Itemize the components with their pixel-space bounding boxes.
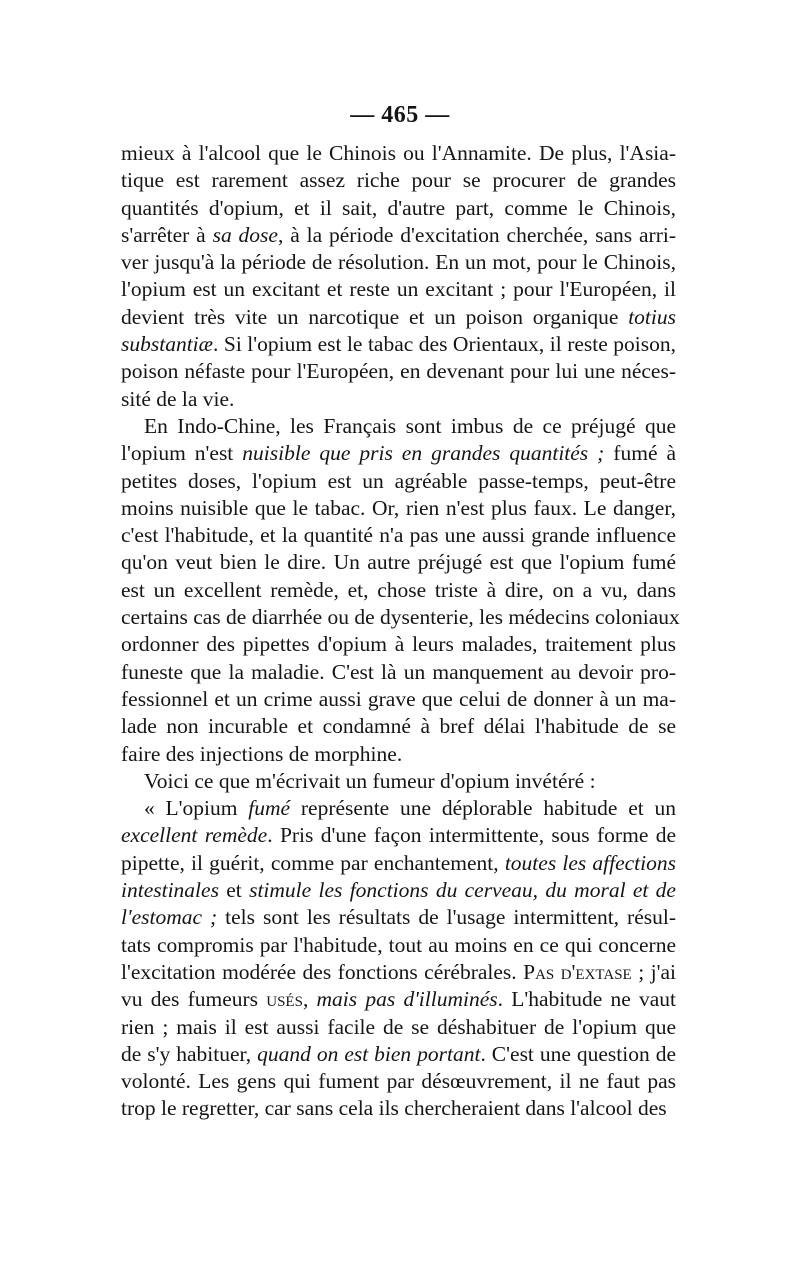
- text-line: [121, 468, 676, 495]
- text-segment: volonté. Les gens qui fument par désœuvrement, il ne faut pas: [121, 1069, 676, 1094]
- text-segment: . C'est une question de: [480, 1041, 676, 1066]
- text-segment: poison néfaste pour l'Européen, en devenant pour lui une néces-: [121, 359, 676, 384]
- text-line: [121, 1041, 676, 1068]
- text-segment: pipette, il guérit, comme par enchantement,: [121, 850, 505, 875]
- text-segment: fessionnel et un crime aussi grave que celui de donner à un ma-: [121, 686, 676, 711]
- text-segment: qu'on veut bien le dire. Un autre préjugé est que l'opium fumé: [121, 550, 676, 575]
- page-number: — 465 —: [350, 102, 450, 128]
- text-segment: représente une déplorable habitude et un: [290, 796, 676, 821]
- text-segment: tats compromis par l'habitude, tout au moins en ce qui concerne: [121, 932, 676, 957]
- text-line: [121, 1014, 676, 1041]
- text-line: [121, 850, 676, 877]
- body-text: [121, 140, 680, 1123]
- text-segment: et: [218, 878, 250, 903]
- text-line: [121, 249, 676, 276]
- text-line: [121, 549, 676, 576]
- text-segment: stimule les fonctions du cerveau, du moral et de: [249, 878, 676, 903]
- text-segment: . Pris d'une façon intermittente, sous forme de: [267, 823, 676, 848]
- text-segment: l'opium est un excitant et reste un excitant ; pour l'Européen, il: [121, 277, 676, 302]
- text-segment: l'excitation modérée des fonctions cérébrales.: [121, 959, 524, 984]
- text-segment: sité de la vie.: [121, 386, 235, 411]
- text-line: [121, 386, 676, 413]
- text-line: [121, 904, 676, 931]
- text-line: [121, 686, 676, 713]
- text-line: [121, 604, 680, 631]
- text-segment: intestinales: [121, 878, 219, 903]
- text-line: [121, 713, 676, 740]
- text-line: [121, 795, 676, 822]
- text-line: [121, 222, 676, 249]
- text-segment: l'estomac ;: [121, 905, 218, 930]
- text-segment: usés: [266, 987, 303, 1012]
- text-line: [121, 522, 676, 549]
- text-segment: totius: [628, 304, 676, 329]
- text-line: [121, 413, 676, 440]
- text-segment: excellent remède: [121, 823, 268, 848]
- text-segment: certains cas de diarrhée ou de dysenterie, les médecins coloniaux: [121, 605, 680, 630]
- text-segment: de s'y habituer,: [121, 1041, 258, 1066]
- text-segment: quand on est bien portant: [257, 1041, 481, 1066]
- text-line: [121, 631, 676, 658]
- text-segment: toutes les affections: [504, 850, 676, 875]
- text-line: [121, 1068, 676, 1095]
- text-segment: devient très vite un narcotique et un poison organique: [121, 304, 629, 329]
- text-segment: . Si l'opium est le tabac des Orientaux, il reste poison,: [213, 332, 676, 357]
- text-segment: nuisible que pris en grandes quantités ;: [242, 441, 605, 466]
- text-line: [121, 495, 676, 522]
- text-segment: Pas d'extase: [523, 959, 632, 984]
- text-line: [121, 140, 676, 167]
- text-segment: s'arrêter à: [121, 222, 213, 247]
- text-segment: fumé: [248, 796, 291, 821]
- text-segment: lade non incurable et condamné à bref délai l'habitude de se: [121, 714, 676, 739]
- text-line: [121, 659, 676, 686]
- text-segment: c'est l'habitude, et la quantité n'a pas une aussi grande influence: [121, 523, 676, 548]
- text-segment: fumé à: [604, 441, 677, 466]
- text-segment: mais pas d'illuminés: [316, 987, 498, 1012]
- text-line: [121, 822, 676, 849]
- text-line: [121, 959, 676, 986]
- text-segment: sa dose: [212, 222, 278, 247]
- text-line: [121, 932, 676, 959]
- text-segment: En Indo-Chine, les Français sont imbus de ce préjugé que: [144, 413, 676, 438]
- text-segment: ordonner des pipettes d'opium à leurs malades, traitement plus: [121, 632, 676, 657]
- text-line: [121, 877, 676, 904]
- text-segment: l'opium n'est: [121, 441, 243, 466]
- text-line: [121, 768, 676, 795]
- text-segment: . L'habitude ne vaut: [497, 987, 676, 1012]
- text-segment: mieux à l'alcool que le Chinois ou l'Annamite. De plus, l'Asia-: [121, 141, 676, 165]
- text-segment: quantités d'opium, et il sait, d'autre part, comme le Chinois,: [121, 195, 676, 220]
- text-segment: ,: [302, 987, 317, 1012]
- text-line: [121, 358, 676, 385]
- text-line: [121, 304, 676, 331]
- text-segment: est un excellent remède, et, chose triste à dire, on a vu, dans: [121, 577, 676, 602]
- text-line: [121, 577, 676, 604]
- text-segment: , à la période d'excitation cherchée, sans arri-: [277, 222, 676, 247]
- text-line: [121, 167, 676, 194]
- text-segment: moins nuisible que le tabac. Or, rien n'est plus faux. Le danger,: [121, 495, 676, 520]
- text-line: [121, 195, 676, 222]
- text-line: [121, 276, 676, 303]
- text-segment: « L'opium: [144, 796, 249, 821]
- text-segment: faire des injections de morphine.: [121, 741, 403, 766]
- text-segment: petites doses, l'opium est un agréable passe-temps, peut-être: [121, 468, 676, 493]
- text-segment: trop le regretter, car sans cela ils chercheraient dans l'alcool des: [121, 1096, 667, 1121]
- text-segment: tique est rarement assez riche pour se procurer de grandes: [121, 168, 676, 193]
- text-line: [121, 440, 676, 467]
- text-line: [121, 986, 676, 1013]
- text-segment: funeste que la maladie. C'est là un manquement au devoir pro-: [121, 659, 676, 684]
- text-segment: Voici ce que m'écrivait un fumeur d'opium invétéré :: [144, 768, 596, 793]
- text-line: [121, 741, 676, 768]
- text-segment: tels sont les résultats de l'usage intermittent, résul-: [217, 905, 676, 930]
- text-segment: ver jusqu'à la période de résolution. En un mot, pour le Chinois,: [121, 250, 676, 275]
- text-segment: ; j'ai: [631, 959, 676, 984]
- text-segment: rien ; mais il est aussi facile de se déshabituer de l'opium que: [121, 1014, 676, 1039]
- text-segment: vu des fumeurs: [121, 987, 267, 1012]
- text-segment: substantiæ: [121, 332, 213, 357]
- text-line: [121, 331, 676, 358]
- text-line: [121, 1095, 676, 1122]
